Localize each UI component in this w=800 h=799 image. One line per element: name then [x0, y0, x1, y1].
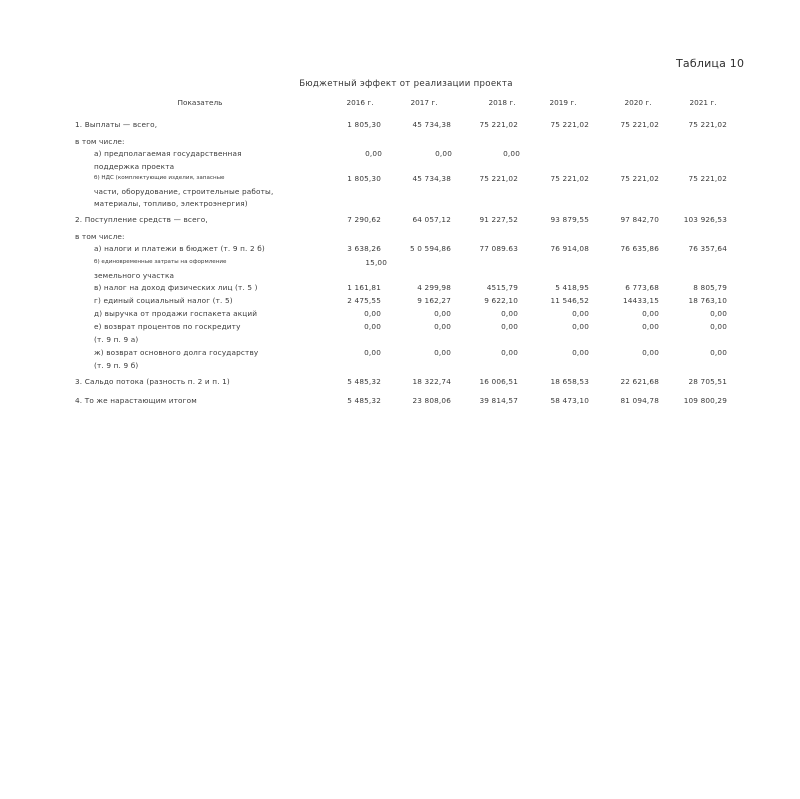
row-value: 0,00	[710, 309, 727, 318]
row-value: 0,00	[501, 322, 518, 331]
column-header-year: 2016 г.	[346, 98, 374, 107]
row-value: 0,00	[642, 322, 659, 331]
row-label: (т. 9 п. 9 б)	[94, 360, 139, 370]
row-value: 97 842,70	[620, 215, 659, 224]
row-value: 0,00	[503, 149, 520, 158]
row-value: 23 808,06	[412, 396, 451, 405]
row-label: б) единовременные затраты на оформление	[94, 259, 227, 265]
row-value: 75 221,02	[479, 174, 518, 183]
row-label: части, оборудование, строительные работы,	[94, 186, 274, 196]
row-value: 7 290,62	[347, 215, 381, 224]
row-value: 1 805,30	[347, 120, 381, 129]
column-header-year: 2020 г.	[624, 98, 652, 107]
row-label: 4. То же нарастающим итогом	[75, 396, 197, 405]
row-value: 81 094,78	[620, 396, 659, 405]
row-value: 0,00	[501, 309, 518, 318]
row-value: 16 006,51	[479, 377, 518, 386]
row-value: 5 418,95	[555, 283, 589, 292]
row-label: материалы, топливо, электроэнергия)	[94, 199, 248, 208]
column-header-indicator: Показатель	[177, 98, 223, 107]
row-value: 5 485,32	[347, 377, 381, 386]
column-header-year: 2017 г.	[410, 98, 438, 107]
row-label: а) предполагаемая государственная	[94, 149, 242, 158]
row-value: 75 221,02	[620, 120, 659, 129]
row-value: 58 473,10	[550, 396, 589, 405]
row-value: 1 161,81	[347, 283, 381, 292]
row-value: 14433,15	[622, 296, 659, 305]
row-value: 91 227,52	[479, 215, 518, 224]
row-label: е) возврат процентов по госкредиту	[94, 322, 241, 331]
row-label: 1. Выплаты — всего,	[75, 120, 158, 129]
row-value: 45 734,38	[412, 174, 451, 183]
row-value: 0,00	[364, 309, 381, 318]
row-value: 2 475,55	[347, 296, 381, 305]
row-value: 0,00	[435, 149, 452, 158]
row-value: 103 926,53	[683, 215, 727, 224]
row-value: 6 773,68	[625, 283, 659, 292]
row-value: 75 221,02	[620, 174, 659, 183]
row-value: 75 221,02	[479, 120, 518, 129]
row-value: 9 162,27	[417, 296, 451, 305]
row-value: 0,00	[572, 322, 589, 331]
row-value: 9 622,10	[484, 296, 518, 305]
row-value: 45 734,38	[412, 120, 451, 129]
row-value: 4515,79	[486, 283, 518, 292]
column-header-year: 2018 г.	[488, 98, 516, 107]
row-label: в том числе:	[75, 232, 125, 241]
row-value: 76 357,64	[688, 244, 727, 253]
row-value: 76 914,08	[550, 244, 589, 253]
row-value: 0,00	[434, 309, 451, 318]
row-value: 75 221,02	[688, 174, 727, 183]
row-value: 0,00	[364, 348, 381, 357]
row-value: 11 546,52	[550, 296, 589, 305]
row-value: 64 057,12	[412, 215, 451, 224]
row-value: 0,00	[572, 348, 589, 357]
row-value: 8 805,79	[693, 283, 727, 292]
column-header-year: 2021 г.	[689, 98, 717, 107]
row-value: 0,00	[365, 149, 382, 158]
row-value: 28 705,51	[688, 377, 727, 386]
row-value: 75 221,02	[550, 120, 589, 129]
row-label: б) НДС (комплектующие изделия, запасные	[94, 175, 225, 181]
row-label: г) единый социальный налог (т. 5)	[94, 296, 233, 305]
row-value: 76 635,86	[620, 244, 659, 253]
row-value: 77 089.63	[479, 244, 518, 253]
row-value: 0,00	[501, 348, 518, 357]
row-value: 5 0 594,86	[410, 244, 451, 253]
column-header-year: 2019 г.	[549, 98, 577, 107]
row-label: а) налоги и платежи в бюджет (т. 9 п. 2 б)	[94, 244, 265, 253]
row-label: д) выручка от продажи госпакета акций	[94, 309, 258, 318]
row-value: 0,00	[710, 322, 727, 331]
row-value: 0,00	[710, 348, 727, 357]
row-label: ж) возврат основного долга государству	[94, 348, 259, 357]
row-label: в) налог на доход физических лиц (т. 5 )	[94, 283, 258, 292]
row-value: 0,00	[434, 348, 451, 357]
row-value: 1 805,30	[347, 174, 381, 183]
row-label: в том числе:	[75, 137, 125, 146]
table-number: Таблица 10	[676, 57, 745, 70]
row-value: 4 299,98	[417, 283, 451, 292]
row-value: 109 800,29	[683, 396, 727, 405]
row-value: 0,00	[642, 348, 659, 357]
row-value: 15,00	[365, 258, 387, 267]
row-label: земельного участка	[94, 270, 175, 280]
row-value: 93 879,55	[550, 215, 589, 224]
row-value: 75 221,02	[550, 174, 589, 183]
row-value: 0,00	[642, 309, 659, 318]
row-value: 3 638,26	[347, 244, 381, 253]
row-value: 0,00	[572, 309, 589, 318]
row-value: 5 485,32	[347, 396, 381, 405]
row-value: 22 621,68	[620, 377, 659, 386]
row-label: 3. Сальдо потока (разность п. 2 и п. 1)	[75, 377, 230, 386]
row-value: 18 322,74	[412, 377, 451, 386]
row-value: 0,00	[364, 322, 381, 331]
row-value: 39 814,57	[479, 396, 518, 405]
row-value: 75 221,02	[688, 120, 727, 129]
table-title: Бюджетный эффект от реализации проекта	[299, 79, 513, 89]
row-label: (т. 9 п. 9 а)	[94, 334, 139, 344]
row-label: 2. Поступление средств — всего,	[75, 215, 208, 224]
row-value: 0,00	[434, 322, 451, 331]
row-value: 18 763,10	[688, 296, 727, 305]
row-label: поддержка проекта	[94, 161, 175, 171]
row-value: 18 658,53	[550, 377, 589, 386]
